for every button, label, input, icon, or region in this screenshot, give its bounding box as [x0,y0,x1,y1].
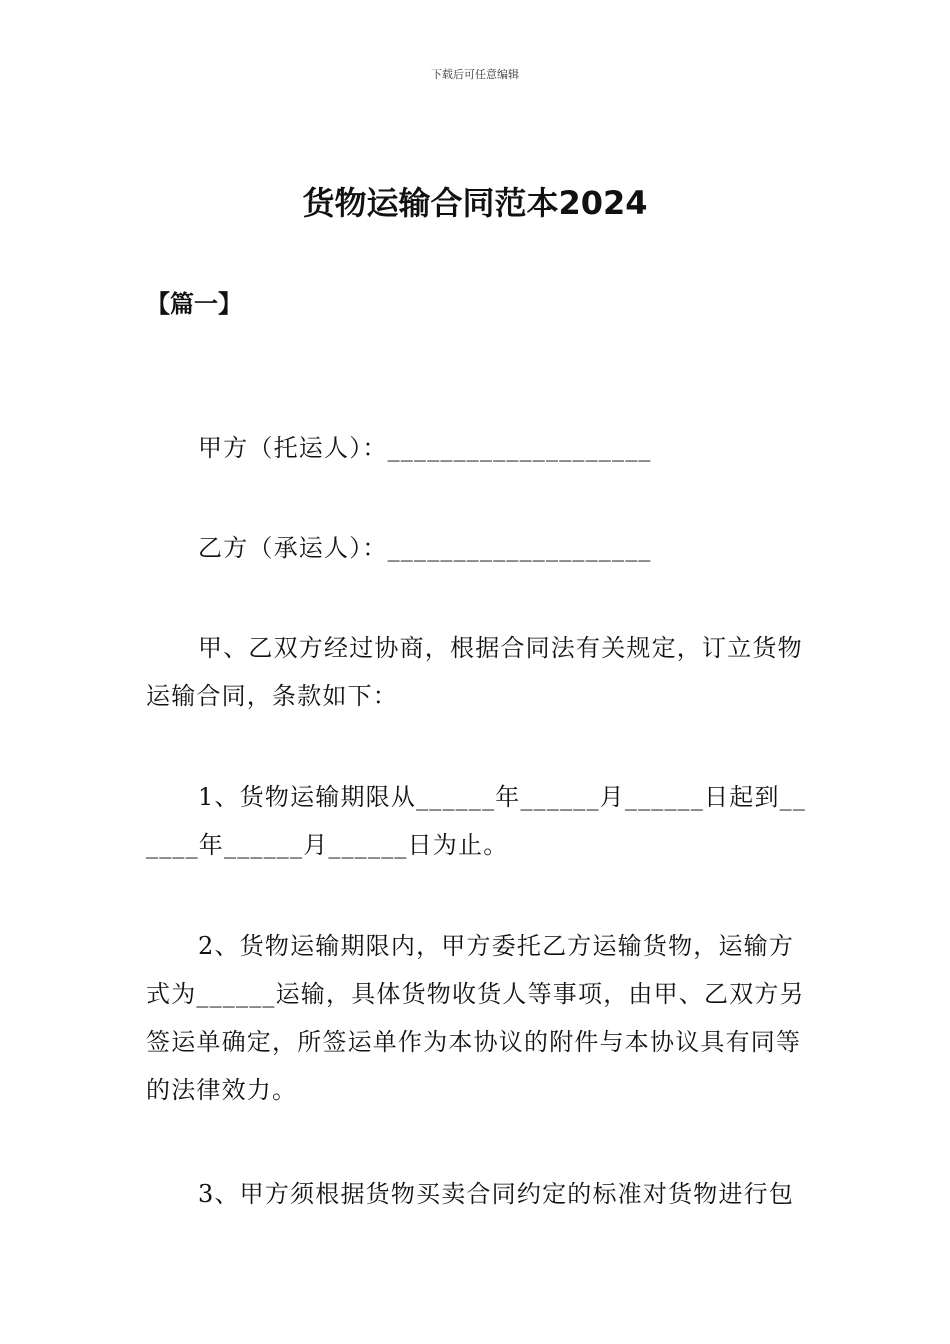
party-b-line: 乙方（承运人）：____________________ [198,534,652,562]
document-title: 货物运输合同范本2024 [302,184,648,222]
clause-3-paragraph: 3、甲方须根据货物买卖合同约定的标准对货物进行包 [198,1180,795,1208]
clause-1-paragraph: 1、货物运输期限从______年______月______日起到______年______月______日为止。 [146,783,807,859]
clause-2-paragraph: 2、货物运输期限内，甲方委托乙方运输货物，运输方式为______运输，具体货物收货人等事项，由甲、乙双方另签运单确定，所签运单作为本协议的附件与本协议具有同等的法律效力。 [146,932,805,1104]
header-note: 下载后可任意编辑 [431,68,519,81]
section-label: 【篇一】 [146,290,242,318]
party-a-line: 甲方（托运人）：____________________ [198,434,652,462]
intro-paragraph: 甲、乙双方经过协商，根据合同法有关规定，订立货物运输合同，条款如下： [146,634,803,710]
